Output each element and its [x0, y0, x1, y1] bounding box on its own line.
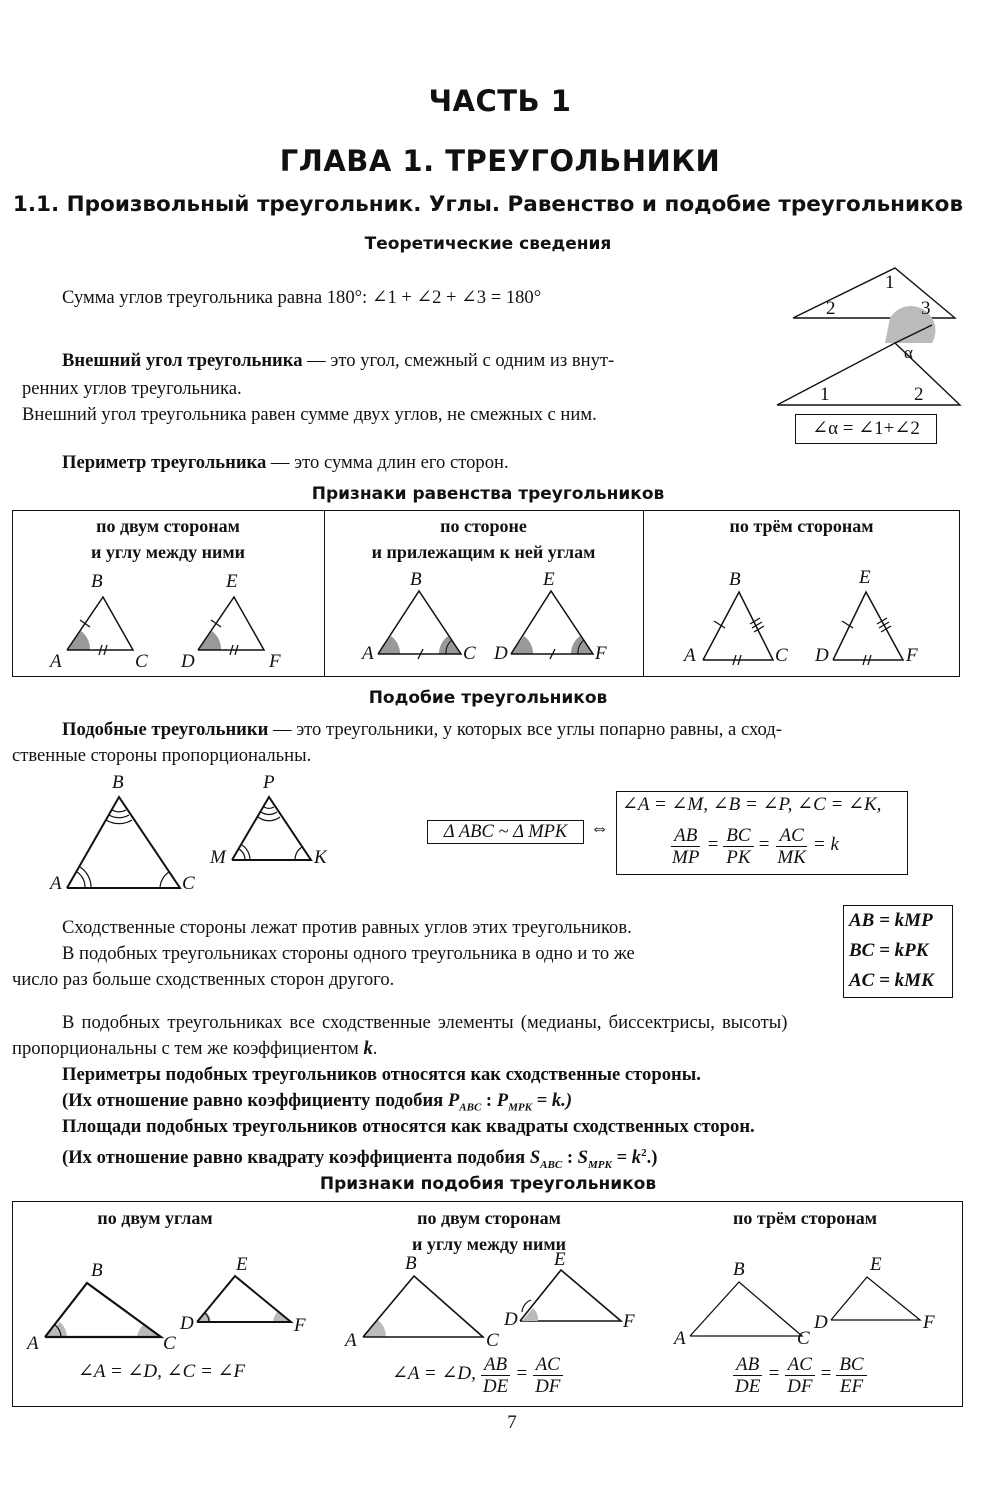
theory-heading: Теоретические сведения: [364, 234, 612, 254]
similarity-def-1: — это треугольники, у которых все углы попарно равны, а сход-: [268, 719, 782, 740]
sim-label-M: M: [210, 847, 226, 868]
equivalence-arrow: ⇔: [590, 818, 609, 839]
ss-label-E3: E: [870, 1254, 882, 1275]
fig1-label-2: 2: [826, 298, 836, 319]
ss-label-F3: F: [923, 1312, 935, 1333]
eq-label-D3: D: [815, 645, 829, 666]
ss-label-E2: E: [554, 1249, 566, 1270]
similarity-heading: Подобие треугольников: [368, 688, 608, 708]
eq-label-D1: D: [181, 651, 195, 672]
chapter-heading: ГЛАВА 1. ТРЕУГОЛЬНИКИ: [279, 144, 721, 178]
fig2-label-1: 1: [820, 384, 830, 405]
sim-label-K: K: [314, 847, 327, 868]
fraction: $\frac{AB}{MP}$: [672, 825, 700, 868]
eq-label-C3: C: [775, 645, 788, 666]
angle-sum-text: Сумма углов треугольника равна 180°: ∠1 + ∠2 + ∠3 = 180°: [62, 287, 542, 308]
similarity-relation: Δ ABC ~ Δ MPK: [427, 820, 584, 844]
sas-formula: ∠A = ∠D, $\frac{AB}{DE}$ = $\frac{AC}{DF}$: [392, 1354, 563, 1397]
fraction: $\frac{AB}{DE}$: [735, 1354, 761, 1397]
k-relation-3: AC = kMK: [849, 970, 934, 991]
eq-label-C2: C: [463, 643, 476, 664]
ss-label-D1: D: [180, 1313, 194, 1334]
exterior-angle-rule: Внешний угол треугольника равен сумме двух углов, не смежных с ним.: [22, 404, 597, 425]
part-heading: ЧАСТЬ 1: [428, 84, 572, 118]
ss-label-A3: A: [674, 1328, 686, 1349]
ss-label-B1: B: [91, 1260, 103, 1281]
eq-label-B3: B: [729, 569, 741, 590]
ss-label-B2: B: [405, 1253, 417, 1274]
perimeter-term: Периметр треугольника: [62, 452, 267, 473]
angles-equal: ∠A = ∠M, ∠B = ∠P, ∠C = ∠K,: [622, 794, 882, 815]
equality-col1-line1: по двум сторонам: [96, 516, 240, 536]
similarity-text-4: В подобных треугольниках все сходственные элементы (медианы, биссектрисы, высоты): [62, 1012, 788, 1033]
eq-label-C1: C: [135, 651, 148, 672]
perimeter-ratio: (Их отношение равно коэффициенту подобия $P_{ABC}$ : $P_{MPK} = k$.): [62, 1090, 573, 1114]
eq-label-B2: B: [410, 569, 422, 590]
perimeter-rule: Периметры подобных треугольников относятся как сходственные стороны.: [62, 1064, 701, 1085]
ss-label-C2: C: [486, 1330, 499, 1351]
equality-col2-line2: и прилежащим к ней углам: [371, 542, 596, 562]
similarity-term: Подобные треугольники: [62, 719, 269, 740]
area-ratio: (Их отношение равно квадрату коэффициента подобия $S_{ABC}$ : $S_{MPK} = k^2$.): [62, 1147, 658, 1171]
k-relation-1: AB = kMP: [849, 910, 933, 931]
ss-label-C1: C: [163, 1333, 176, 1354]
sim-label-P: P: [263, 772, 275, 793]
fraction: $\frac{AC}{MK}$: [777, 825, 806, 868]
fig1-label-1: 1: [885, 272, 895, 293]
k-relation-2: BC = kPK: [849, 940, 929, 961]
ss-label-F1: F: [294, 1315, 306, 1336]
eq-label-E3: E: [859, 567, 871, 588]
eq-label-E1: E: [226, 571, 238, 592]
exterior-angle-formula: ∠α = ∠1+∠2: [795, 414, 937, 444]
fig2-label-2: 2: [914, 384, 924, 405]
eq-label-F1: F: [269, 651, 281, 672]
ss-label-A1: A: [27, 1333, 39, 1354]
section-heading: 1.1. Произвольный треугольник. Углы. Равенство и подобие треугольников: [12, 192, 964, 217]
eq-label-E2: E: [543, 569, 555, 590]
sim-col3-line1: по трём сторонам: [733, 1208, 877, 1228]
ss-label-E1: E: [236, 1254, 248, 1275]
eq-label-B1: B: [91, 571, 103, 592]
ss-label-D3: D: [814, 1312, 828, 1333]
sim-col2-line1: по двум сторонам: [417, 1208, 561, 1228]
ss-label-A2: A: [345, 1330, 357, 1351]
fraction: $\frac{AB}{DE}$: [482, 1354, 509, 1397]
similarity-text-5: пропорциональны с тем же коэффициентом k.: [12, 1038, 378, 1059]
sim-label-A: A: [50, 873, 62, 894]
exterior-angle-def-1: — это угол, смежный с одним из внут-: [302, 350, 615, 371]
fraction: $\frac{AC}{DF}$: [784, 1354, 815, 1397]
ss-label-C3: C: [797, 1328, 810, 1349]
fraction: $\frac{AC}{DF}$: [532, 1354, 563, 1397]
ss-label-D2: D: [504, 1309, 518, 1330]
fraction: $\frac{BC}{EF}$: [836, 1354, 866, 1397]
sim-label-C: C: [182, 873, 195, 894]
eq-label-F2: F: [595, 643, 607, 664]
sim-col2-line2: и углу между ними: [411, 1234, 566, 1254]
ss-label-F2: F: [623, 1311, 635, 1332]
perimeter-def-text: — это сумма длин его сторон.: [266, 452, 509, 473]
fig2-label-alpha: α: [904, 343, 913, 362]
fig1-label-3: 3: [921, 298, 931, 319]
equality-col2-line1: по стороне: [440, 516, 527, 536]
similarity-def-2: ственные стороны пропорциональны.: [12, 745, 312, 766]
equality-signs-heading: Признаки равенства треугольников: [311, 484, 665, 504]
aa-formula: ∠A = ∠D, ∠C = ∠F: [78, 1361, 246, 1382]
page-number: 7: [507, 1412, 517, 1433]
triangle-ABC-sss-sim: [690, 1282, 802, 1336]
sss-formula: $\frac{AB}{DE}$ = $\frac{AC}{DF}$ = $\frac{BC}{EF}$: [732, 1354, 867, 1397]
equality-col1-line2: и углу между ними: [90, 542, 245, 562]
similarity-text-2: В подобных треугольниках стороны одного треугольника в одно и то же: [62, 943, 635, 964]
similarity-signs-heading: Признаки подобия треугольников: [319, 1174, 657, 1194]
eq-label-A3: A: [684, 645, 696, 666]
exterior-angle-def-2: ренних углов треугольника.: [22, 378, 242, 399]
fraction: $\frac{BC}{PK}$: [723, 825, 753, 868]
area-rule: Площади подобных треугольников относятся как квадраты сходственных сторон.: [62, 1116, 755, 1137]
ss-label-B3: B: [733, 1259, 745, 1280]
sides-ratio: $\frac{AB}{MP}$ = $\frac{BC}{PK}$ = $\frac{AC}{MK}$ = k: [669, 825, 839, 868]
eq-label-A2: A: [362, 643, 374, 664]
similarity-text-3: число раз больше сходственных сторон другого.: [12, 969, 395, 990]
eq-label-A1: A: [50, 651, 62, 672]
exterior-angle-term: Внешний угол треугольника: [62, 350, 303, 371]
eq-label-D2: D: [494, 643, 508, 664]
sim-col1-line1: по двум углам: [97, 1208, 213, 1228]
sim-label-B: B: [112, 772, 124, 793]
eq-label-F3: F: [906, 645, 918, 666]
equality-col3-line1: по трём сторонам: [729, 516, 874, 536]
triangle-DEF-sss-sim: [831, 1277, 920, 1320]
similarity-text-1: Сходственные стороны лежат против равных углов этих треугольников.: [62, 917, 632, 938]
